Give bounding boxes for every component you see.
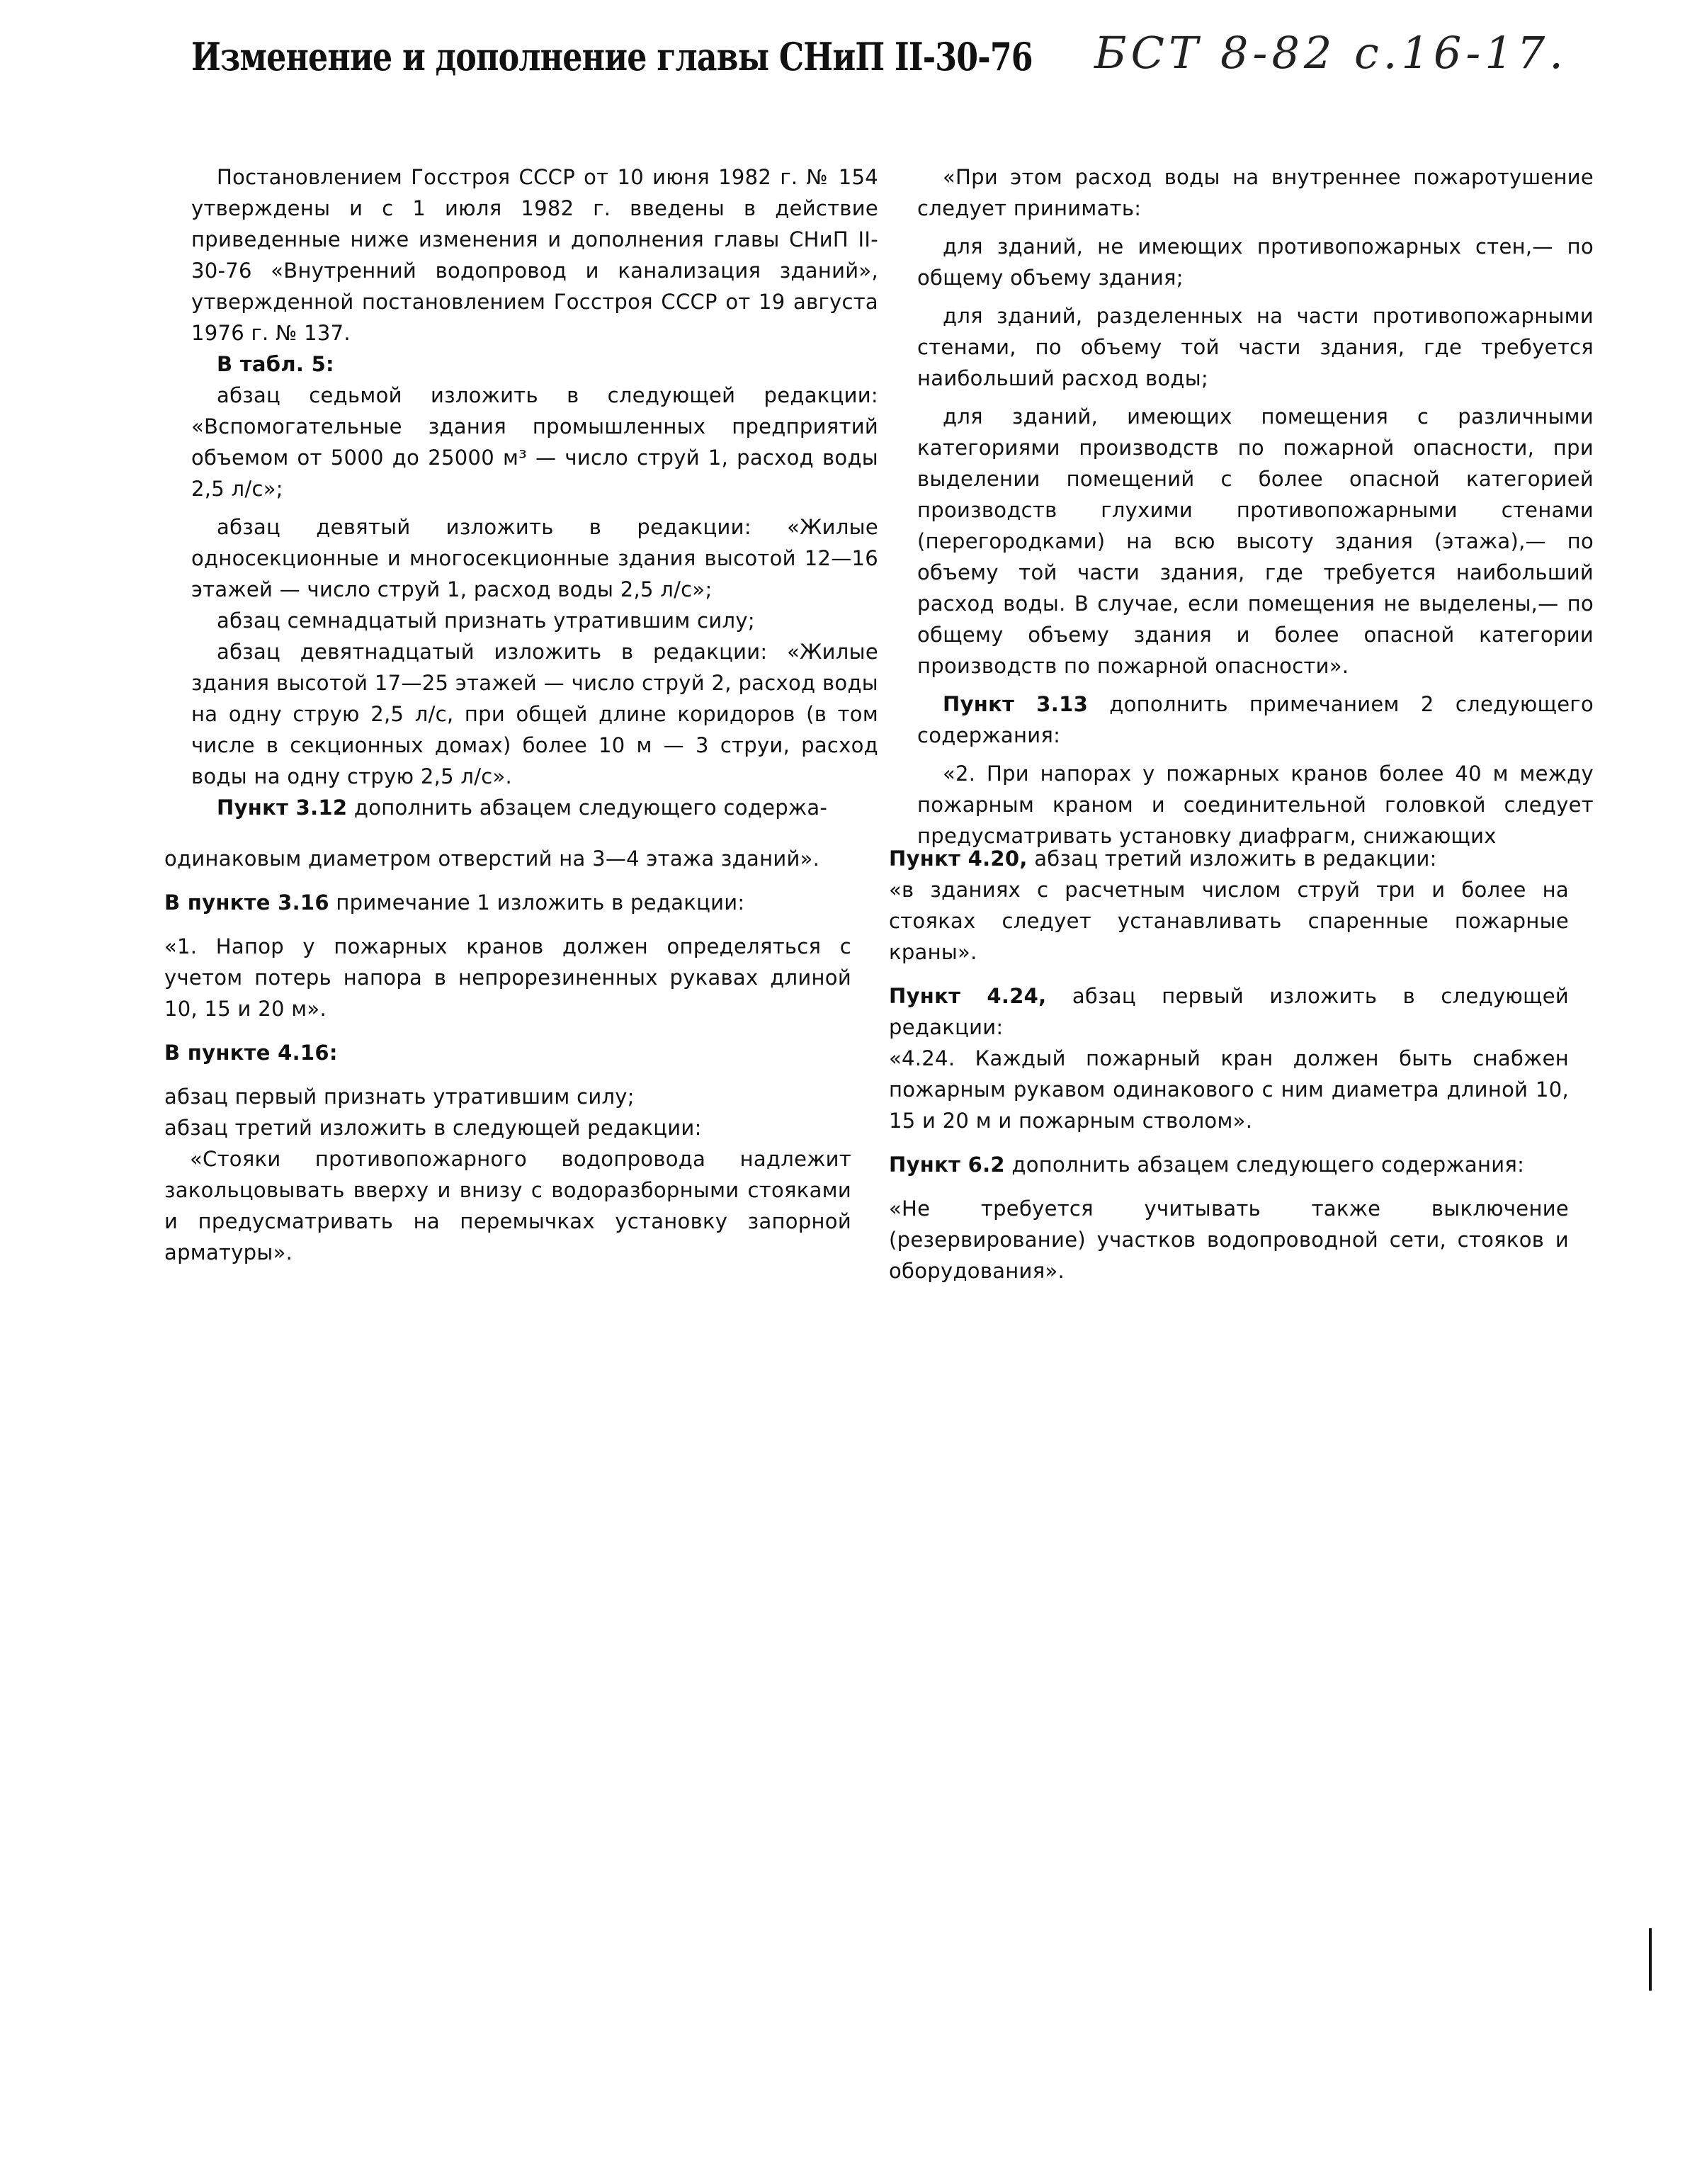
column-2-bottom — [889, 843, 1569, 1286]
paragraph: для зданий, не имеющих противопожарных стен,— по общему объему здания; — [917, 234, 1594, 290]
subheading — [191, 349, 878, 380]
paragraph-text: дополнить примечанием 2 следующего содержания: — [917, 692, 1594, 747]
paragraph: «в зданиях с расчетным числом струй три и более на стояках следует устанавливать спаренные пожарные краны». — [889, 878, 1569, 964]
paragraph: «Не требуется учитывать также выключение (резервирование) участков водопроводной сети, стояков и оборудования». — [889, 1196, 1569, 1283]
column-2-top — [917, 162, 1594, 851]
subheading — [164, 1037, 851, 1068]
paragraph: абзац седьмой изложить в следующей редакции: «Вспомогательные здания промышленных предприятий объемом от 5000 до 25000 м³ — число струй 1, расход воды 2,5 л/с»; — [191, 383, 878, 501]
paragraph-text: абзац третий изложить в редакции: — [1027, 847, 1437, 871]
paragraph: для зданий, разделенных на части противопожарными стенами, по объему той части здания, где требуется наибольший расход воды; — [917, 304, 1594, 390]
paragraph: абзац девятнадцатый изложить в редакции: «Жилые здания высотой 17—25 этажей — число струй 2, расход воды на одну струю 2,5 л/с, при общей длине коридоров (в том числе в секционных домах) более 10 м — 3 струи, расход воды на одну струю 2,5 л/с». — [191, 640, 878, 788]
paragraph: абзац первый признать утратившим силу; — [164, 1085, 635, 1109]
clause-ref: В пункте 4.16: — [164, 1041, 338, 1065]
paragraph — [164, 887, 851, 918]
paragraph: одинаковым диаметром отверстий на 3—4 этажа зданий». — [164, 847, 820, 871]
margin-line-mark — [1649, 1928, 1652, 1991]
clause-ref: Пункт 4.24, — [889, 984, 1047, 1008]
handwritten-note: БСТ 8-82 с.16-17. — [1094, 27, 1567, 79]
paragraph: абзац семнадцатый признать утратившим силу; — [217, 609, 755, 633]
clause-ref: Пункт 6.2 — [889, 1153, 1005, 1177]
paragraph — [889, 980, 1569, 1043]
paragraph-text: примечание 1 изложить в редакции: — [329, 890, 745, 915]
paragraph: «1. Напор у пожарных кранов должен определяться с учетом потерь напора в непрорезиненных рукавах длиной 10, 15 и 20 м». — [164, 934, 851, 1021]
column-1-bottom — [164, 843, 851, 1268]
clause-ref: Пункт 4.20, — [889, 847, 1028, 871]
paragraph — [889, 1149, 1569, 1180]
clause-ref: Пункт 3.12 — [217, 796, 348, 820]
paragraph-text: дополнить абзацем следующего содержа- — [347, 796, 828, 820]
paragraph: «4.24. Каждый пожарный кран должен быть снабжен пожарным рукавом одинакового с ним диаметра длиной 10, 15 и 20 м и пожарным стволом». — [889, 1046, 1569, 1133]
paragraph — [191, 792, 878, 823]
paragraph: абзац третий изложить в следующей редакции: — [164, 1116, 702, 1140]
subheading-text: В табл. 5: — [217, 352, 334, 376]
document-title: Изменение и дополнение главы СНиП II-30-76 — [191, 34, 1033, 79]
paragraph — [889, 843, 1569, 874]
paragraph-text: дополнить абзацем следующего содержания: — [1004, 1153, 1525, 1177]
paragraph: «Стояки противопожарного водопровода надлежит закольцовывать вверху и внизу с водоразборными стояками и предусматривать на перемычках установку запорной арматуры». — [164, 1147, 851, 1264]
column-1-top — [191, 162, 878, 823]
clause-ref: Пункт 3.13 — [943, 692, 1089, 716]
paragraph — [917, 689, 1594, 751]
paragraph: «2. При напорах у пожарных кранов более 40 м между пожарным краном и соединительной головкой следует предусматривать установку диафрагм, снижающих — [917, 762, 1594, 848]
paragraph: для зданий, имеющих помещения с различными категориями производств по пожарной опасности, при выделении помещений с более опасной категорией производств глухими противопожарными стенами (перегородками) на всю высоту здания (этажа),— по объему той части здания, где требуется наибольший расход воды. В случае, если помещения не выделены,— по общему объему здания и более опасной категории производств по пожарной опасности». — [917, 404, 1594, 678]
clause-ref: В пункте 3.16 — [164, 890, 329, 915]
paragraph: Постановлением Госстроя СССР от 10 июня 1982 г. № 154 утверждены и с 1 июля 1982 г. введены в действие приведенные ниже изменения и дополнения главы СНиП II-30-76 «Внутренний водопровод и канализация зданий», утвержденной постановлением Госстроя СССР от 19 августа 1976 г. № 137. — [191, 165, 878, 345]
paragraph: абзац девятый изложить в редакции: «Жилые односекционные и многосекционные здания высотой 12—16 этажей — число струй 1, расход воды 2,5 л/с»; — [191, 515, 878, 601]
paragraph-text: абзац первый изложить в следующей редакции: — [889, 984, 1570, 1039]
paragraph: «При этом расход воды на внутреннее пожаротушение следует принимать: — [917, 165, 1594, 220]
